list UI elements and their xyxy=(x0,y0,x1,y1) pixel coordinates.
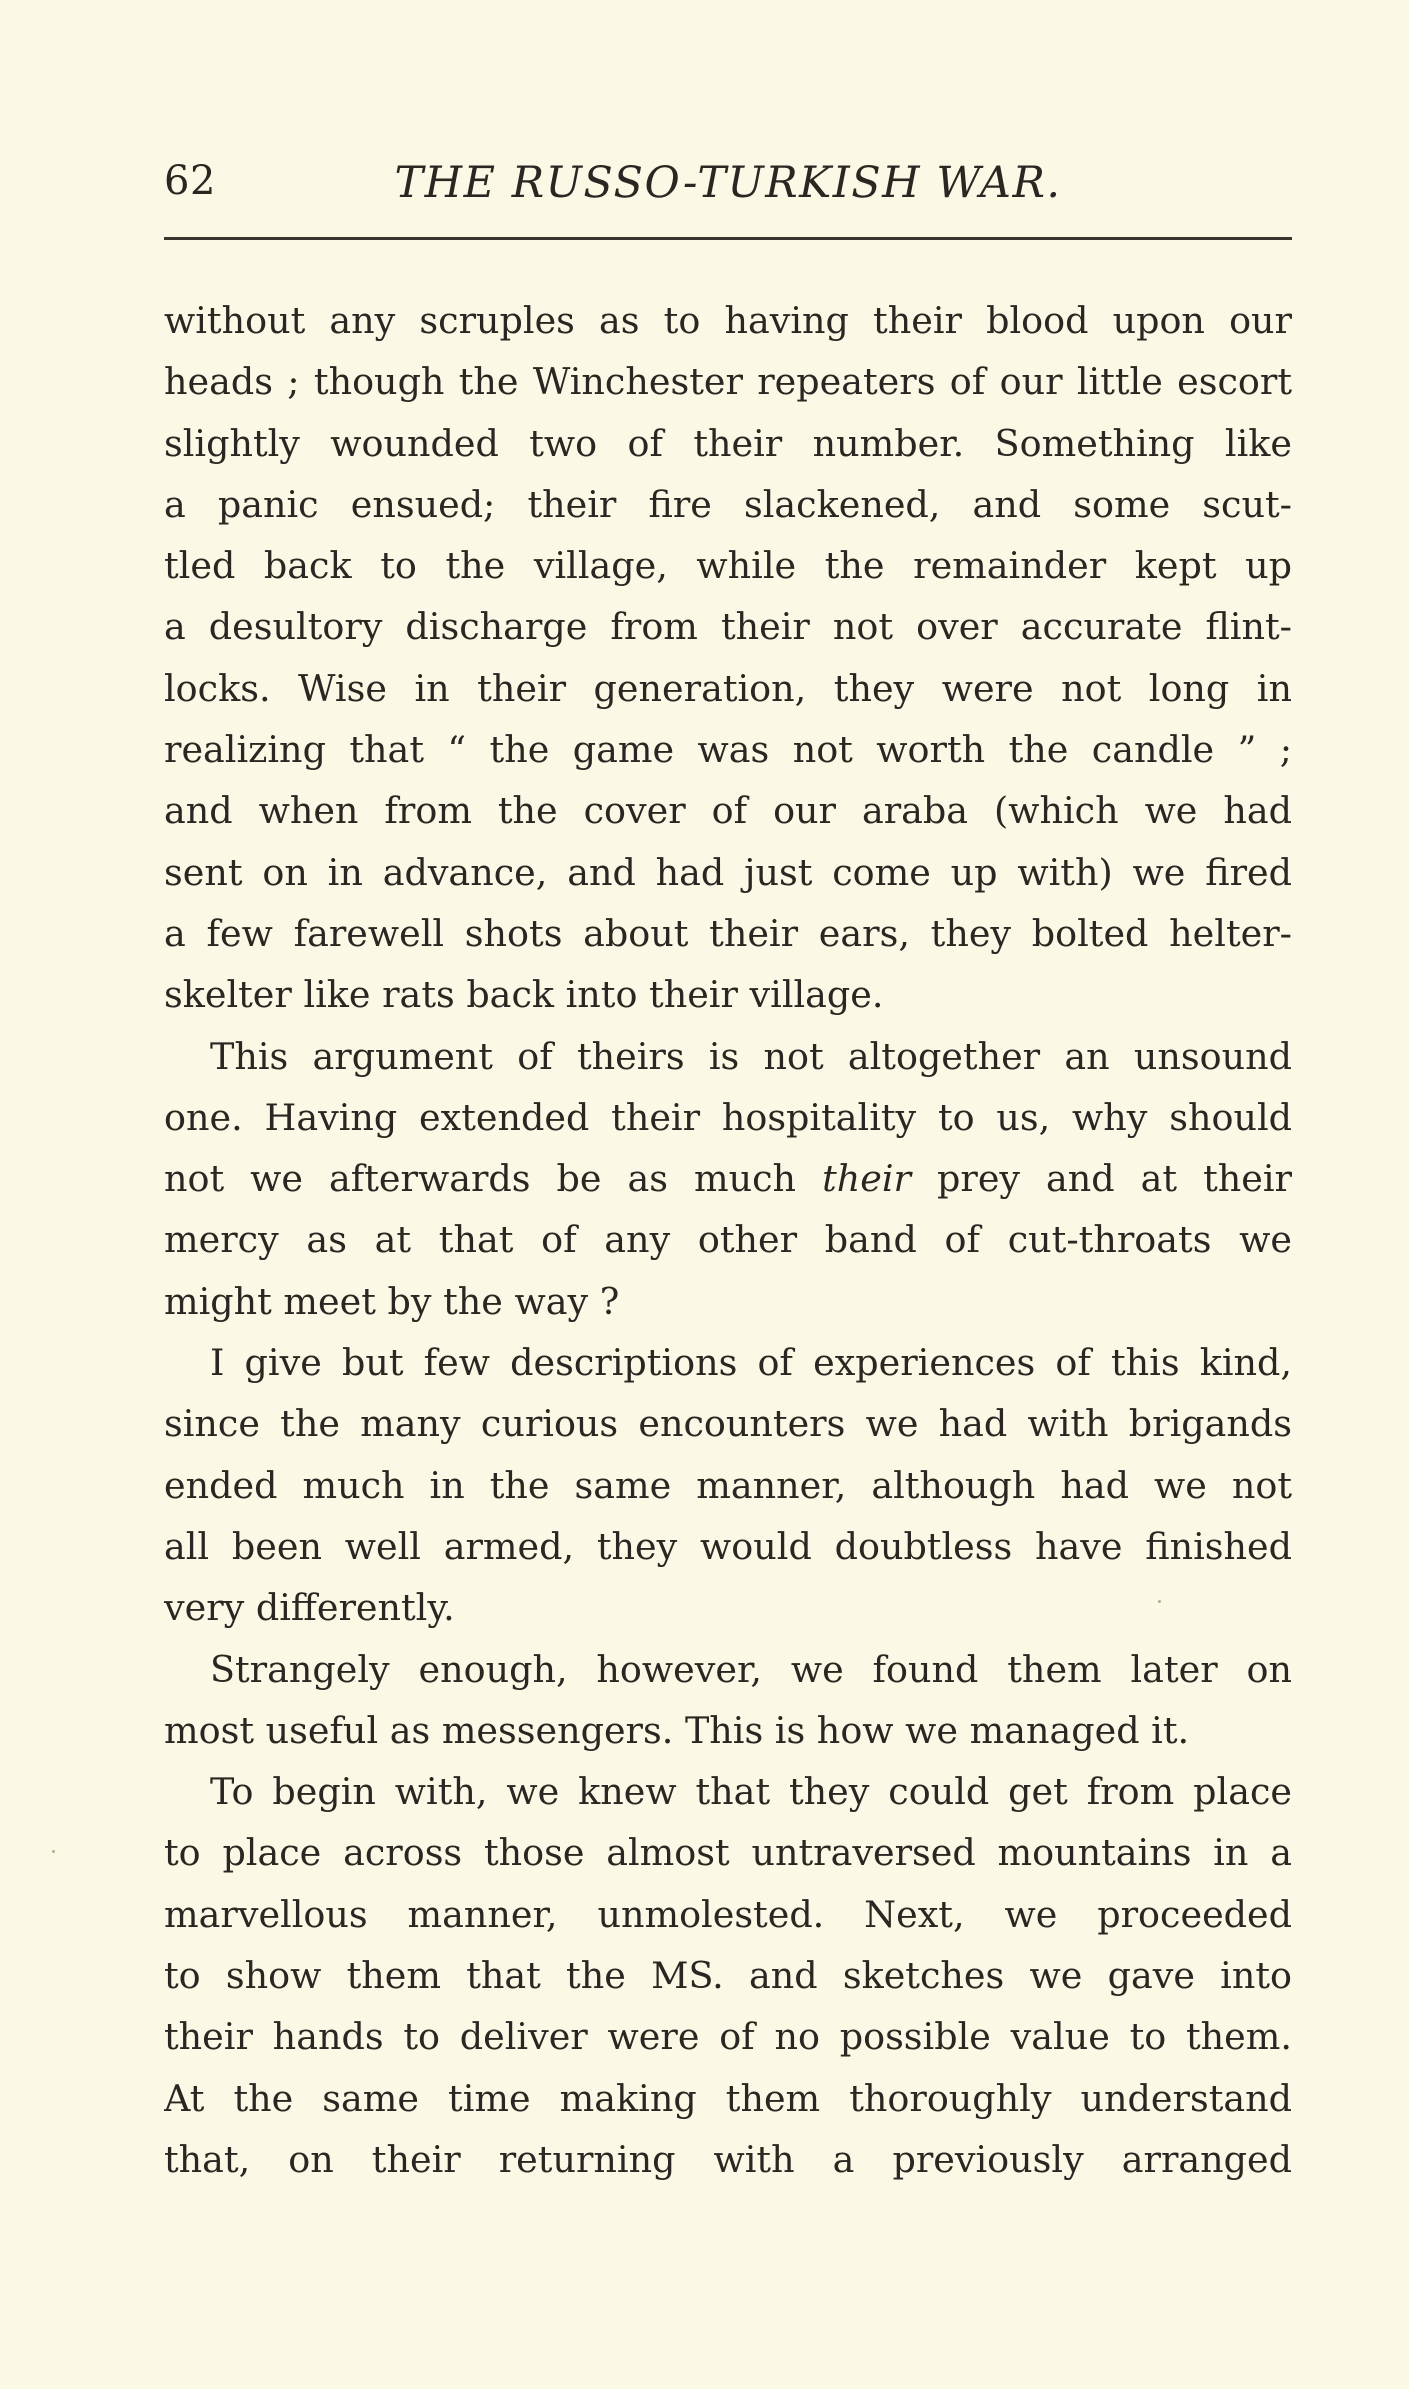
body-text xyxy=(164,290,1292,2190)
paragraph-first-line: This argument of theirs is not altogether an unsound xyxy=(210,1034,1292,1078)
page-number: 62 xyxy=(164,158,216,204)
paragraph-first-line: Strangely enough, however, we found them later on xyxy=(210,1647,1292,1691)
paragraph-first-line: I give but few descriptions of experiences of this kind, xyxy=(210,1341,1292,1385)
text-line: slightly wounded two of their number. Something like xyxy=(164,421,1292,465)
text-line: a few farewell shots about their ears, they bolted helter- xyxy=(164,911,1292,955)
text-line: all been well armed, they would doubtless have finished xyxy=(164,1524,1292,1568)
paragraph-first-line: To begin with, we knew that they could get from place xyxy=(210,1770,1292,1814)
text-line: realizing that “ the game was not worth the candle ” ; xyxy=(164,728,1292,772)
text-line: locks. Wise in their generation, they were not long in xyxy=(164,666,1292,710)
text-line: At the same time making them thoroughly understand xyxy=(164,2076,1292,2120)
text-line: skelter like rats back into their village. xyxy=(164,973,884,1017)
text-segment: prey and at their xyxy=(937,1157,1292,1201)
text-line: and when from the cover of our araba (which we had xyxy=(164,789,1292,833)
text-line: heads ; though the Winchester repeaters of our little escort xyxy=(164,360,1292,404)
text-line: marvellous manner, unmolested. Next, we proceeded xyxy=(164,1892,1292,1936)
text-line: without any scruples as to having their blood upon our xyxy=(164,299,1292,342)
text-line: their hands to deliver were of no possible value to them. xyxy=(164,2015,1292,2059)
text-line: that, on their returning with a previously arranged xyxy=(164,2137,1292,2181)
page-header xyxy=(164,148,1292,218)
paper-speck xyxy=(1158,1600,1161,1603)
text-line: tled back to the village, while the remainder kept up xyxy=(164,544,1292,588)
text-line: mercy as at that of any other band of cut-throats we xyxy=(164,1218,1292,1262)
running-title: THE RUSSO-TURKISH WAR. xyxy=(394,158,1062,208)
text-line: to place across those almost untraversed mountains in a xyxy=(164,1831,1292,1875)
text-line: most useful as messengers. This is how we managed it. xyxy=(164,1708,1190,1752)
header-rule xyxy=(164,237,1292,240)
text-line: very differently. xyxy=(164,1586,455,1630)
italic-word: their xyxy=(822,1157,911,1201)
text-line: to show them that the MS. and sketches we gave into xyxy=(164,1954,1292,1998)
text-line: a panic ensued; their fire slackened, and some scut- xyxy=(164,482,1292,526)
text-line: sent on in advance, and had just come up with) we fired xyxy=(164,850,1292,894)
text-line: might meet by the way ? xyxy=(164,1279,620,1323)
text-line-with-italic xyxy=(164,1148,1292,1209)
text-line: ended much in the same manner, although had we not xyxy=(164,1463,1292,1507)
paper-speck xyxy=(52,1850,55,1853)
text-line: since the many curious encounters we had with brigands xyxy=(164,1402,1292,1446)
text-segment: not we afterwards be as much xyxy=(164,1157,797,1201)
text-line: one. Having extended their hospitality to us, why should xyxy=(164,1095,1292,1139)
text-line: a desultory discharge from their not over accurate flint- xyxy=(164,605,1292,649)
